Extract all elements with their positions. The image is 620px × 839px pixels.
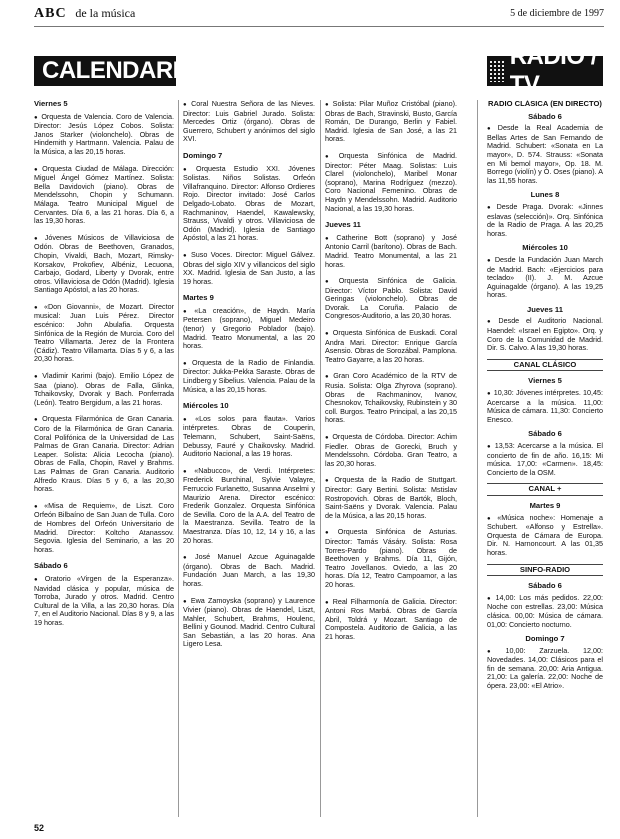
station-heading: RADIO CLÁSICA (EN DIRECTO): [488, 100, 602, 108]
broadcast-entry: ● Desde la Fundación Juan March de Madrid. Bach: «Ejercicios para teclado» (II). J. M. Azcue Aguinagalde (órgano). A las 19,25 horas.: [487, 256, 603, 300]
concert-entry: ● Orquesta Sinfónica de Euskadi. Coral Andra Mari. Director: Enrique García Asensio. Obras de Sorozábal. Pamplona. Teatro Gayarre, a las 20 horas.: [325, 329, 457, 364]
day-heading: Viernes 5: [528, 376, 562, 386]
concert-entry: ● Ewa Zamoyska (soprano) y Laurence Vivier (piano). Obras de Haendel, Liszt, Mahler, Schubert, Brahms, Houlenc, Bellini y Gounod. Madrid. Centro Cultural San Sebastián, a las 20 horas. Ana Ligero Lesa.: [183, 597, 315, 650]
section-title: de la música: [75, 6, 136, 20]
radio-tv-title: RADIO / TV: [509, 43, 597, 98]
day-heading: Jueves 11: [325, 220, 361, 230]
concert-entry: ● Suso Voces. Director: Miguel Gálvez. Obras del siglo XIV y villancicos del siglo XX. Madrid. Iglesia de San Justo, a las 19 horas.: [183, 251, 315, 286]
concert-entry: ● Orquesta Filarmónica de Gran Canaria. Coro de la Filarmónica de Gran Canaria. Coral Polifónica de la Universidad de Las Palmas de Gran Canaria. Director: Adrian Leaper. Solista: Alicia Lecocha (piano). Obras de Falla, Chopin, Ravel y Brahms. Las Palmas de Gran Canaria. Auditorio Alfredo Kraus. Días 5 y 6, a las 20,30 horas.: [34, 415, 174, 493]
day-heading: Domingo 7: [525, 634, 565, 644]
page-header: [34, 6, 604, 27]
concert-entry: ● Orquesta Sinfónica de Madrid. Director: Péter Maag. Solistas: Luis Clarel (violonchelo), Maribel Monar (soprano), Marina Rodríguez (mezzo). Coro Nacional Femenino. Obras de Haydn y Mendelssohn. Madrid. Auditorio Nacional, a las 19,30 horas.: [325, 152, 457, 213]
column-divider: [477, 100, 478, 817]
broadcast-entry: ● 10,00: Zarzuela. 12,00: Novedades. 14,00: Clásicos para el fin de semana. 20,00: Aria Antigua. 21,00: La galería. 22,00: Noche de ópera. 23,00: «El Atrio».: [487, 647, 603, 691]
broadcast-entry: ● «Música noche»: Homenaje a Schubert. «Alfonso y Estrella». Orquesta de Cámara de Europa. Dir. N. Harnoncourt. A las 01,35 horas.: [487, 514, 603, 558]
concert-entry: ● Orquesta de la Radio de Stuttgart. Director: Gary Bertini. Solista: Mstislav Rostropovich. Obras de Bartók, Bloch, Saint-Saëns y Dvorak. Valencia. Palau de la Música, a las 20,15 horas.: [325, 476, 457, 520]
concert-entry: ● Gran Coro Académico de la RTV de Rusia. Solista: Olga Zhyrova (soprano). Obras de Rachmaninov, Ivanov, Chesnokov, Tchaikovsky, Rubinstein y 30 coll. Burgos. Teatro Principal, a las 20,15 horas.: [325, 372, 457, 425]
station-heading: SINFO-RADIO: [487, 564, 603, 577]
page-number: 52: [34, 823, 45, 833]
concert-entry: ● Orquesta de Valencia. Coro de Valencia. Director: Jesús López Cobos. Solista: Janos Starker (violonchelo). Obras de Hindemith y Hartmann. Valencia. Palau de la Música, a las 20,15 horas.: [34, 113, 174, 157]
radio-tv-column: [487, 100, 603, 819]
day-heading: Sábado 6: [528, 429, 562, 439]
concert-entry: ● «Los solos para flauta». Varios intérpretes. Obras de Couperin, Telemann, Schubert, Saint-Saëns, Debussy, Fauré y Chaikovsky. Madrid. Auditorio Nacional, a las 19 horas.: [183, 415, 315, 459]
day-heading: Domingo 7: [183, 150, 223, 160]
calendar-column-2: [183, 100, 315, 819]
concert-entry: ● Orquesta Ciudad de Málaga. Dirección: Miguel Ángel Gómez Martínez. Solista: Bella Davidovich (piano). Obras de Mendelssohn, Chopin y Schumann. Málaga. Teatro Municipal Miguel de Cervantes. Día 6, a las 21 horas. Día 6, a las 19,30 horas.: [34, 165, 174, 226]
concert-entry: ● Vladimir Karimi (bajo). Emilio López de Saa (piano). Obras de Falla, Glinka, Tchaikovsky, Dvorak y Bach. Ponferrada (León). Teatro Bergidum, a las 21 horas.: [34, 372, 174, 407]
day-heading: Sábado 6: [34, 561, 68, 571]
day-heading: Sábado 6: [528, 581, 562, 591]
concert-entry: ● Orquesta Estudio XXI. Jóvenes Solistas. Niños Solistas. Orfeón Villafranquino. Director: Alfonso Ordieres Rojo. Director invitado: José Carlos Delgado-Lobato. Obras de Mozart, Rachmaninov, Haendel, Kawalewsky, Strauss, Vivaldi y otros. Villaviciosa de Odón (Madrid). Iglesia de Santiago Apóstol, a las 21 horas.: [183, 165, 315, 243]
broadcast-entry: ● 10,30: Jóvenes intérpretes. 10,45: Acercarse a la música. 11,00: Música de cámara. 11,30: Concierto Enesco.: [487, 389, 603, 424]
issue-date: 5 de diciembre de 1997: [510, 8, 604, 19]
concert-entry: ● Orquesta Sinfónica de Asturias. Director: Tamás Vásáry. Solista: Rosa Torres-Pardo (piano). Obras de Beethoven y Brahms. Día 11, Gijón, Teatro Jovellanos. Oviedo, a las 20 horas. Día 12, Teatro Campoamor, a las 20 horas.: [325, 528, 457, 589]
day-heading: Lunes 8: [530, 190, 560, 200]
broadcast-entry: ● 14,00: Los más pedidos. 22,00: Noche con estrellas. 23,00: Música clásica. 00,00: Música de cámara. 01,00: Concierto nocturno.: [487, 594, 603, 629]
broadcast-entry: ● Desde la Real Academia de Bellas Artes de San Fernando de Madrid. Schubert: «Sonata en La mayor», D. 574. Strauss: «Sonata en Mi bemol mayor», Op. 18. M. Borrego (violín) y Ó. Oses (piano). A las 11,55 horas.: [487, 124, 603, 185]
calendar-column-3: [325, 100, 457, 819]
concert-entry: ● Orquesta de la Radio de Finlandia. Director: Jukka-Pekka Saraste. Obras de Lindberg y Sibelius. Valencia. Palau de la Música, a las 20,15 horas.: [183, 359, 315, 394]
concert-entry: ● «Misa de Requiem», de Liszt. Coro Orfeón Bilbaíno de San Juan de Tulla. Coro de Hombres del Orfeón Universitario de Madrid. Director: Koltcho Atanassov. Segovia. Iglesia del Seminario, a las 20 horas.: [34, 502, 174, 555]
concert-entry: ● Oratorio «Virgen de la Esperanza». Navidad clásica y popular, música de Torroba, Jurado y otros. Madrid. Centro Cultural de la Villa, a las 20,30 horas. Día 7, en el Auditorio Nacional. Días 8 y 9, a las 19 horas.: [34, 575, 174, 628]
concert-entry: ● «Nabucco», de Verdi. Intérpretes: Frederick Burchinal, Sylvie Valayre, Ferruccio Furlanetto, Susanna Anselmi y Maurizio Arena. Director escénico: Frederik Gonzalez. Orquesta Sinfónica de Sevilla. Coro de la A.A. del Teatro de la Maestranza. Sevilla. Teatro de la Maestranza. Días 10, 12, 14 y 16, a las 20 horas.: [183, 467, 315, 545]
day-heading: Sábado 6: [528, 111, 562, 121]
concert-entry: ● «La creación», de Haydn. María Petersen (soprano), Miguel Medeiro (tenor) y Gregorio Poblador (bajo). Madrid. Teatro Monumental, a las 20 horas.: [183, 307, 315, 351]
brand-logo: ABC: [34, 6, 67, 21]
concert-entry: ● Coral Nuestra Señora de las Nieves. Director: Luis Gabriel Jurado. Solista: Mercedes Ortiz (órgano). Obras de Guerrero, Schubert y anónimos del siglo XVI.: [183, 100, 315, 144]
day-heading: Jueves 11: [527, 304, 563, 314]
broadcast-entry: ● Desde Praga. Dvorak: «Jinnes eslavas (selección)». Orq. Sinfónica de la Radio de Praga. A las 20,25 horas.: [487, 203, 603, 238]
day-heading: Miércoles 10: [522, 243, 568, 253]
concert-entry: ● Solista: Pilar Muñoz Cristóbal (piano). Obras de Bach, Stravinski, Busto, García Román, De Durango, Berlin y Fabiel. Madrid. Iglesia de San José, a las 21 horas.: [325, 100, 457, 144]
concert-entry: ● José Manuel Azcue Aguinagalde (órgano). Obras de Bach. Madrid. Fundación Juan March, a las 19,30 horas.: [183, 553, 315, 588]
column-divider: [320, 100, 321, 817]
calendario-banner: [34, 56, 197, 86]
station-heading: CANAL CLÁSICO: [487, 359, 603, 372]
newspaper-page: [18, 0, 610, 839]
radio-tv-banner: [487, 43, 603, 98]
concert-entry: ● Real Filharmonía de Galicia. Director: Antoni Ros Marbá. Obras de García Abril, Toldrá y Mozart. Santiago de Compostela. Auditorio de Galicia, a las 21 horas.: [325, 598, 457, 642]
day-heading: Viernes 5: [34, 100, 68, 108]
broadcast-entry: ● 13,53: Acercarse a la música. El concierto de fin de año. 16,15: Mi música. 17,00: «Carmen». 18,45: Concierto de la OSM.: [487, 442, 603, 477]
concert-entry: ● Orquesta de Córdoba. Director: Achim Fiedler. Obras de Gorecki, Bruch y Mendelssohn. Córdoba. Gran Teatro, a las 20,30 horas.: [325, 433, 457, 468]
day-heading: Miércoles 10: [183, 401, 229, 411]
concert-entry: ● Orquesta Sinfónica de Galicia. Director: Víctor Pablo. Solista: David Geringas (violonchelo). Obras de Dvorak. La Coruña. Palacio de Congresos-Auditorio, a las 20,30 horas.: [325, 277, 457, 321]
broadcast-entry: ● Desde el Auditorio Nacional. Haendel: «Israel en Egipto». Orq. y Coro de la Comunidad de Madrid. Dir. S. Calvo. A las 19,30 horas.: [487, 317, 603, 352]
day-heading: Martes 9: [183, 293, 214, 303]
day-heading: Martes 9: [529, 500, 561, 510]
concert-entry: ● Jóvenes Músicos de Villaviciosa de Odón. Obras de Beethoven, Granados, Chopin, Vivaldi, Bach, Mozart, Rimsky-Korsakov, Prokofiev, Albéniz, Lecuona, Carbajo, Godard, Liberty y Dvorak, entre otros. Villaviciosa de Odón (Madrid). Iglesia Santiago Apóstol, a las 20 horas.: [34, 234, 174, 295]
calendario-title: CALENDARIO: [42, 57, 197, 84]
column-divider: [178, 100, 179, 817]
concert-entry: ● «Don Giovanni», de Mozart. Director musical: Juan Luis Pérez. Director escénico: John Abulafia. Orquesta Sinfónica de la Región de Murcia. Coro del Teatro Villamarta. Jerez de la Frontera (Cádiz). Teatro Villamarta. Días 5 y 6, a las 20,30 horas.: [34, 303, 174, 364]
dot-grid-icon: [489, 60, 506, 82]
calendar-column-1: [34, 100, 174, 819]
station-heading: CANAL +: [487, 483, 603, 496]
concert-entry: ● Catherine Bott (soprano) y José Antonio Carril (barítono). Obras de Bach. Madrid. Teatro Monumental, a las 21 horas.: [325, 234, 457, 269]
